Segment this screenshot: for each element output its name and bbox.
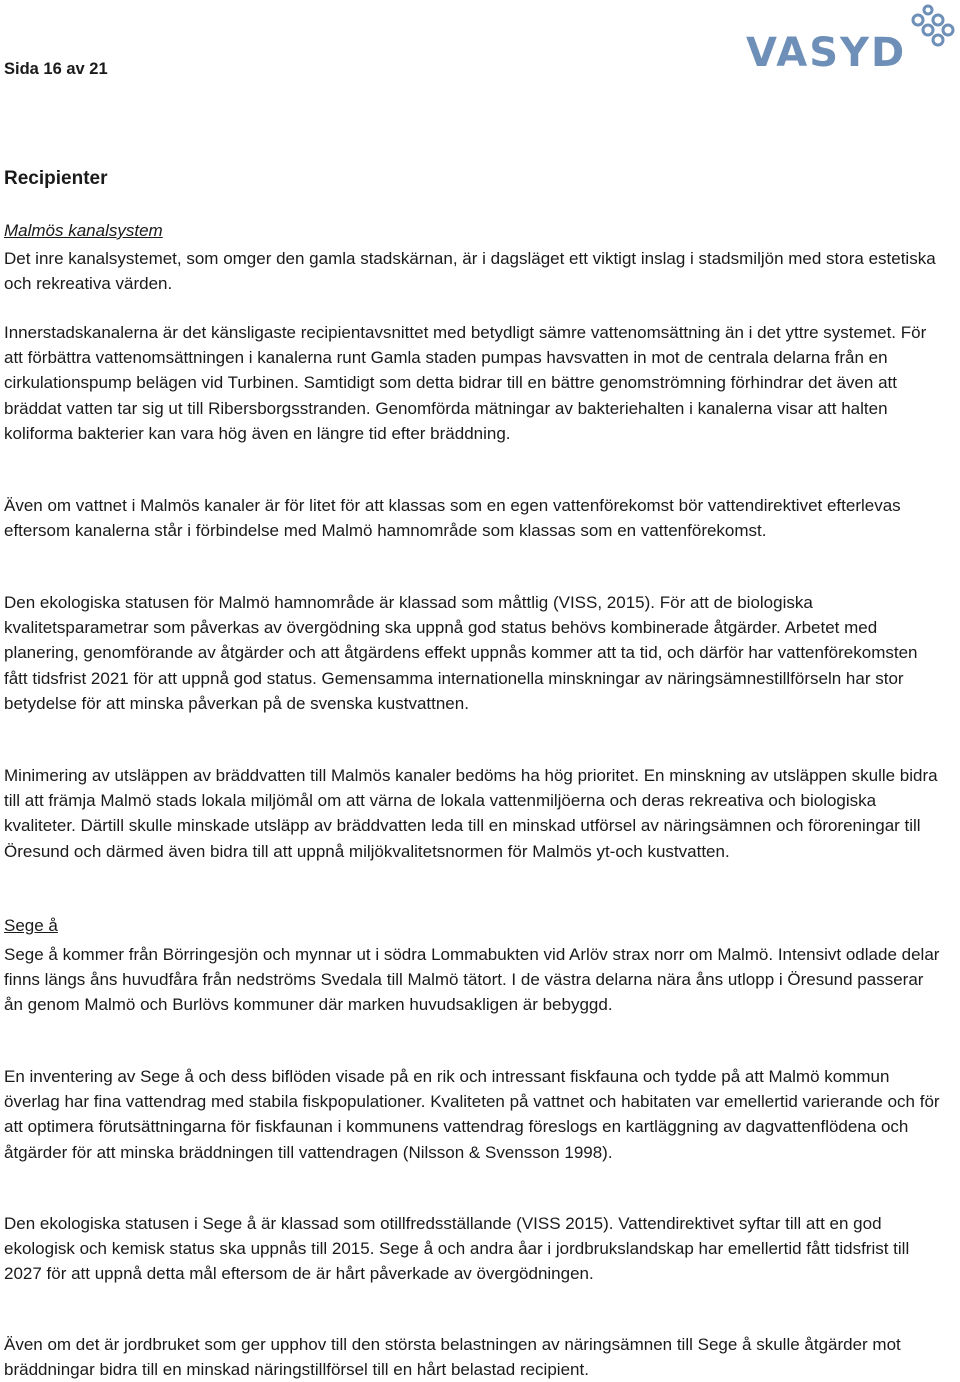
page-number: Sida 16 av 21: [4, 60, 108, 78]
paragraph-jordbruk: Även om det är jordbruket som ger upphov till den största belastningen av näringsämnen till Sege å skulle åtgärder mot bräddningar bidra till en minskad näringstillförsel till en hårt belastad recipient.: [4, 1335, 901, 1380]
paragraph-hamnomrade: Den ekologiska statusen för Malmö hamnområde är klassad som måttlig (VISS, 2015). För att de biologiska kvalitetsparametrar som påverkas av övergödning ska uppnå god status behövs kombinerade åtgärder. Arbetet med planering, genomförande av åtgärder och att åtgärdens effekt uppnås kommer att ta tid, och därför har vattenförekomsten fått tidsfrist 2021 för att uppnå god status. Gemensamma internationella minskningar av näringsämnestillförseln har stor betydelse för att minska påverkan på de svenska kustvattnen.: [4, 593, 918, 713]
logo-text: VASYD: [746, 30, 907, 74]
subheading-malmo: Malmös kanalsystem: [4, 221, 163, 240]
subheading-sege: Sege å: [4, 916, 58, 935]
logo-knot-icon: [913, 6, 953, 45]
paragraph-minimering: Minimering av utsläppen av bräddvatten till Malmös kanaler bedöms ha hög prioritet. En minskning av utsläppen skulle bidra till att främja Malmö stads lokala miljömål om att värna de lokala vattenmiljöerna och deras rekreativa och biologiska kvaliteter. Därtill skulle minskade utsläpp av bräddvatten leda till en minskad utförsel av näringsämnen och föroreningar till Öresund och därmed även bidra till att uppnå miljökvalitetsnormen för Malmös yt-och kustvatten.: [4, 766, 938, 861]
paragraph-intro-sege: Sege å kommer från Börringesjön och mynnar ut i södra Lommabukten vid Arlöv strax norr om Malmö. Intensivt odlade delar finns längs åns huvudfåra från nedströms Svedala till Malmö tätort. I de västra delarna nära åns utlopp i Öresund passerar ån genom Malmö och Burlövs kommuner där marken huvudsakligen är bebyggd.: [4, 945, 940, 1015]
vasyd-logo: [744, 4, 958, 74]
section-heading: Recipienter: [4, 168, 108, 189]
paragraph-ekologisk-status: Den ekologiska statusen i Sege å är klassad som otillfredsställande (VISS 2015). Vattendirektivet syftar till att en god ekologisk och kemisk status ska uppnås till 2015. Sege å och andra åar i jordbrukslandskap har emellertid fått tidsfrist till 2027 för att uppnå detta mål eftersom de är hårt påverkade av övergödningen.: [4, 1214, 910, 1284]
paragraph-innerstad: Innerstadskanalerna är det känsligaste recipientavsnittet med betydligt sämre vattenomsättning än i det yttre systemet. För att förbättra vattenomsättningen i kanalerna runt Gamla staden pumpas havsvatten in mot de centrala delarna från en cirkulationspump belägen vid Turbinen. Samtidigt som detta bidrar till en bättre genomströmning förhindrar det även att bräddat vatten tar sig ut till Ribersborgsstranden. Genomförda mätningar av bakteriehalten i kanalerna visar att halten koliforma bakterier kan vara hög även en längre tid efter bräddning.: [4, 323, 927, 443]
paragraph-intro-malmo: Det inre kanalsystemet, som omger den gamla stadskärnan, är i dagsläget ett viktigt inslag i stadsmiljön med stora estetiska och rekreativa värden.: [4, 249, 936, 294]
paragraph-vattendirektiv: Även om vattnet i Malmös kanaler är för litet för att klassas som en egen vattenförekomst bör vattendirektivet efterlevas eftersom kanalerna står i förbindelse med Malmö hamnområde som klassas som en vattenförekomst.: [4, 496, 901, 541]
paragraph-inventering: En inventering av Sege å och dess biflöden visade på en rik och intressant fiskfauna och tydde på att Malmö kommun överlag har fina vattendrag med stabila fiskpopulationer. Kvaliteten på vattnet och habitaten var emellertid varierande och för att optimera förutsättningarna för fiskfaunan i kommunens vattendrag föreslogs en kartläggning av dagvattenflödena och åtgärder för att minska bräddningen till vattendragen (Nilsson & Svensson 1998).: [4, 1067, 940, 1162]
